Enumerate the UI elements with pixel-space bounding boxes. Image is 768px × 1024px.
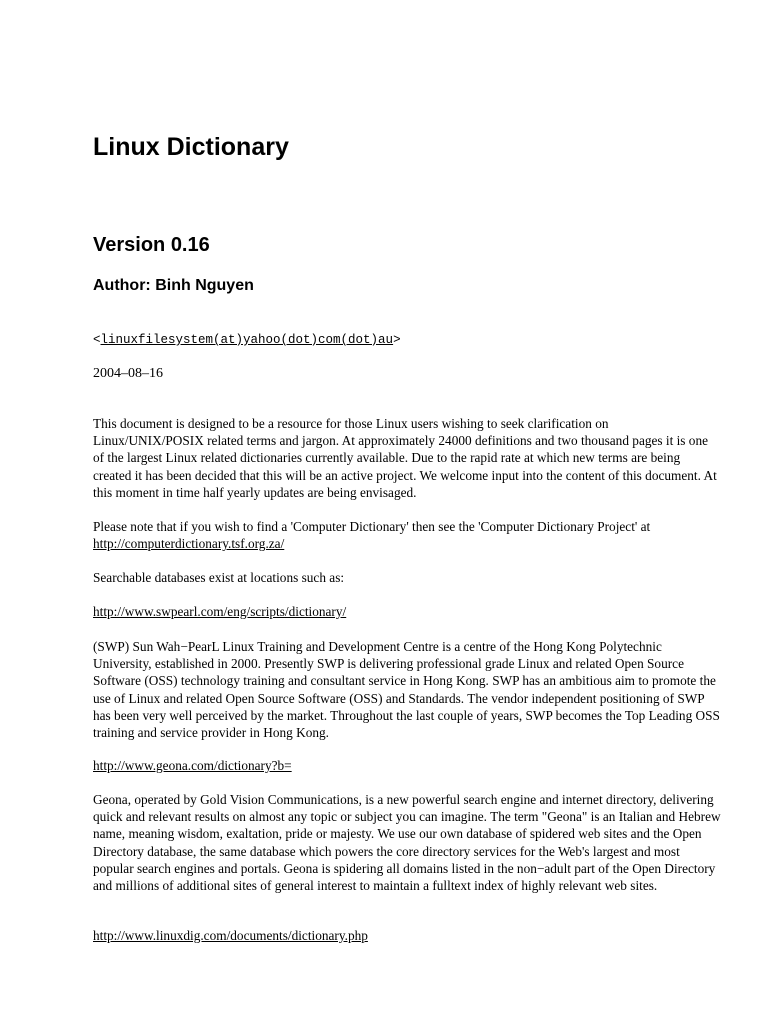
geona-link[interactable]: http://www.geona.com/dictionary?b= [93, 758, 292, 773]
document-title: Linux Dictionary [93, 133, 289, 161]
document-author: Author: Binh Nguyen [93, 277, 254, 294]
author-email-link[interactable]: linuxfilesystem(at)yahoo(dot)com(dot)au [100, 333, 394, 347]
intro-paragraph: This document is designed to be a resource for those Linux users wishing to seek clarification on Linux/UNIX/POSIX related terms and jargon. At approximately 24000 definitions and two thousand pages it is one of the largest Linux related dictionaries currently available. Due to the rapid rate at which new terms are being created it has been decided that this will be an active project. We welcome input into the content of this document. At this moment in time half yearly updates are being envisaged. [93, 416, 717, 500]
geona-paragraph: Geona, operated by Gold Vision Communications, is a new powerful search engine and internet directory, delivering quick and relevant results on almost any topic or subject you can imagine. The term "Geona" is an Italian and Hebrew name, meaning wisdom, exaltation, pride or majesty. We use our own database of spidered web sites and the Open Directory database, the same database which powers the core directory services for the Web's largest and most popular search engines and portals. Geona is spidering all domains listed in the non−adult part of the Open Directory and millions of additional sites of general interest to maintain a fulltext index of highly relevant web sites. [93, 792, 721, 894]
geona-link-line [93, 757, 292, 774]
linuxdig-link-line [93, 927, 368, 944]
swp-paragraph: (SWP) Sun Wah−PearL Linux Training and Development Centre is a centre of the Hong Kong Polytechnic University, established in 2000. Presently SWP is delivering professional grade Linux and related Open Source Software (OSS) technology training and consultant service in Hong Kong. SWP has an ambitious aim to promote the use of Linux and related Open Source Software (OSS) and Standards. The vendor independent positioning of SWP has been very well perceived by the market. Throughout the last couple of years, SWP becomes the Top Leading OSS training and service provider in Hong Kong. [93, 639, 720, 741]
computer-dictionary-link[interactable]: http://computerdictionary.tsf.org.za/ [93, 536, 285, 552]
note-text: Please note that if you wish to find a 'Computer Dictionary' then see the 'Computer Dictionary Project' at [93, 519, 651, 534]
document-date: 2004–08–16 [93, 366, 163, 381]
email-open-bracket: < [93, 333, 101, 347]
author-email-line [93, 331, 401, 349]
search-intro-paragraph: Searchable databases exist at locations such as: [93, 570, 345, 585]
document-version: Version 0.16 [93, 234, 210, 256]
email-close-bracket: > [393, 333, 401, 347]
swpearl-link[interactable]: http://www.swpearl.com/eng/scripts/dictionary/ [93, 604, 347, 619]
linuxdig-link[interactable]: http://www.linuxdig.com/documents/dictionary.php [93, 928, 368, 943]
swpearl-link-line [93, 603, 346, 620]
note-paragraph [93, 518, 721, 552]
